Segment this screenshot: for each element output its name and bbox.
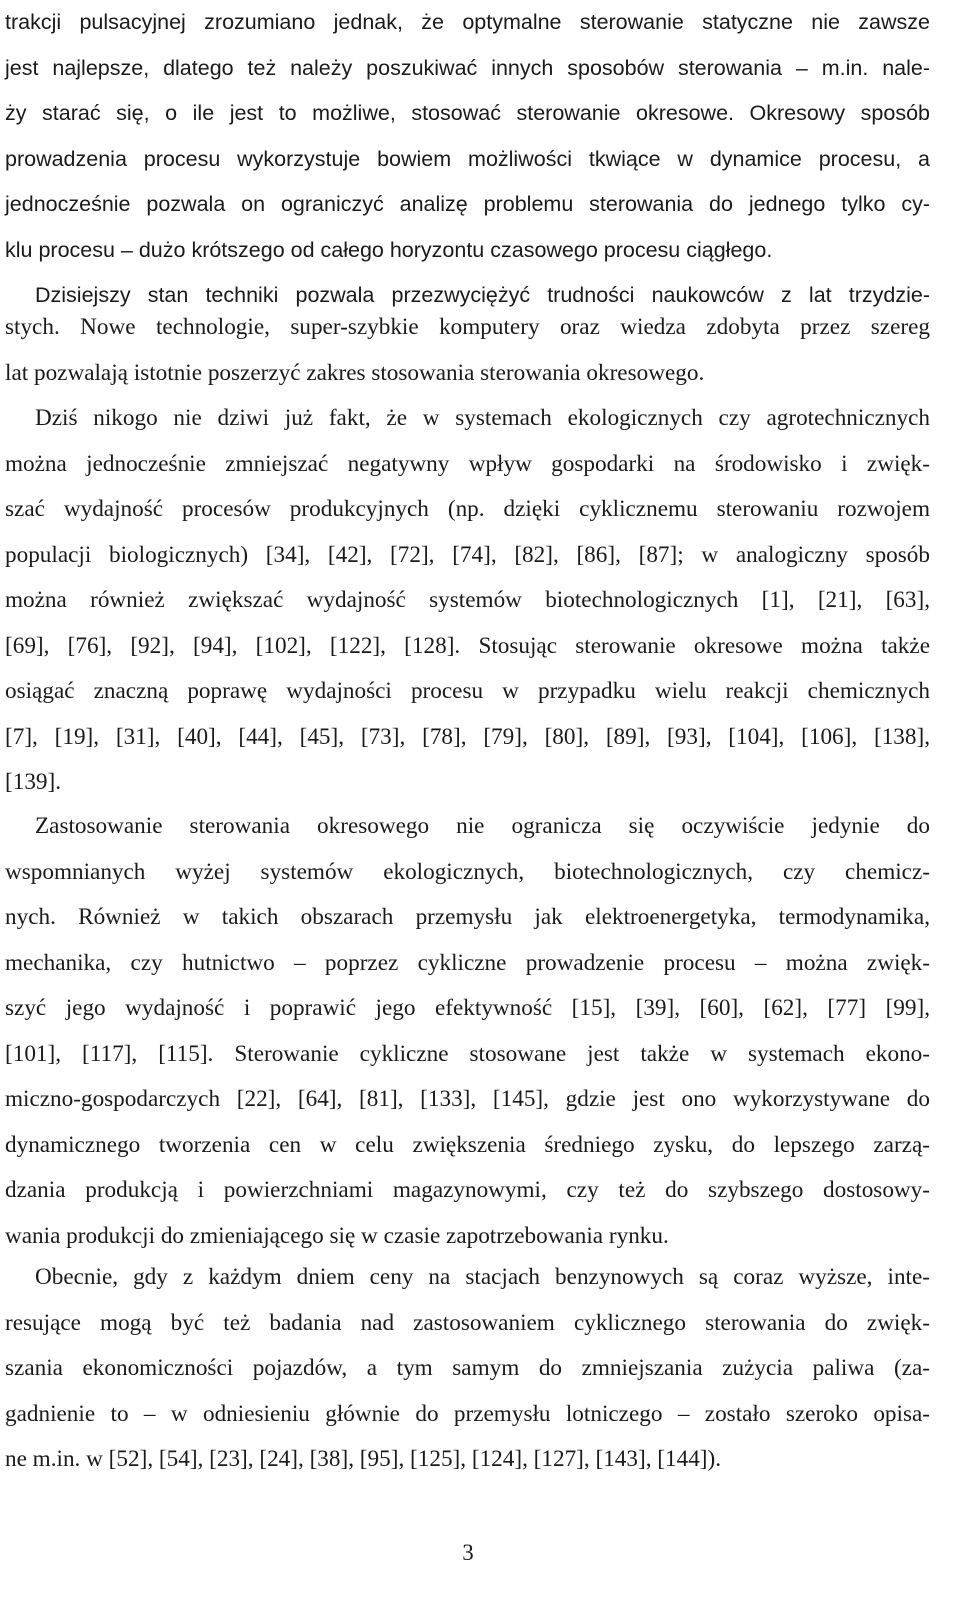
text-line: resujące mogą być też badania nad zastosowaniem cyklicznego sterowania do zwięk- bbox=[5, 1309, 930, 1336]
text-line: można również zwiększać wydajność systemów biotechnologicznych [1], [21], [63], bbox=[5, 587, 930, 613]
paragraph-1 bbox=[5, 0, 930, 319]
text-line: [7], [19], [31], [40], [44], [45], [73], [78], [79], [80], [89], [93], [104], [106], [138], bbox=[5, 723, 930, 750]
text-line: dzania produkcją i powierzchniami magazynowymi, czy też do szybszego dostosowy- bbox=[5, 1177, 930, 1203]
text-line: dynamicznego tworzenia cen w celu zwiększenia średniego zysku, do lepszego zarzą- bbox=[5, 1131, 930, 1158]
text-line: populacji biologicznych) [34], [42], [72], [74], [82], [86], [87]; w analogiczny sposób bbox=[5, 541, 930, 568]
text-line: szyć jego wydajność i poprawić jego efektywność [15], [39], [60], [62], [77] [99], bbox=[5, 995, 930, 1021]
text-line: Zastosowanie sterowania okresowego nie ogranicza się oczywiście jedynie do bbox=[35, 813, 930, 839]
text-line: jednocześnie pozwala on ograniczyć analizę problemu sterowania do jednego tylko cy- bbox=[5, 192, 930, 216]
text-line: stych. Nowe technologie, super-szybkie komputery oraz wiedza zdobyta przez szereg bbox=[5, 314, 930, 340]
paragraph-2 bbox=[5, 305, 930, 806]
page-number: 3 bbox=[462, 1540, 474, 1565]
text-line: nych. Również w takich obszarach przemysłu jak elektroenergetyka, termodynamika, bbox=[5, 904, 930, 930]
paragraph-3 bbox=[5, 804, 930, 1259]
text-line: osiągać znaczną poprawę wydajności procesu w przypadku wielu reakcji chemicznych bbox=[5, 678, 930, 704]
text-line: [139]. bbox=[5, 769, 62, 795]
text-line: Obecnie, gdy z każdym dniem ceny na stacjach benzynowych są coraz wyższe, inte- bbox=[35, 1264, 930, 1290]
paragraph-4 bbox=[5, 1255, 930, 1483]
text-line: gadnienie to – w odniesieniu głównie do przemysłu lotniczego – zostało szeroko opisa- bbox=[5, 1400, 930, 1427]
text-line: wania produkcji do zmieniającego się w czasie zapotrzebowania rynku. bbox=[5, 1222, 669, 1249]
text-line: [101], [117], [115]. Sterowanie cykliczne stosowane jest także w systemach ekono- bbox=[5, 1040, 930, 1067]
text-line: lat pozwalają istotnie poszerzyć zakres stosowania sterowania okresowego. bbox=[5, 359, 705, 386]
text-line: ży starać się, o ile jest to możliwe, stosować sterowanie okresowe. Okresowy sposób bbox=[5, 101, 930, 125]
text-line: prowadzenia procesu wykorzystuje bowiem możliwości tkwiące w dynamice procesu, a bbox=[5, 146, 930, 171]
text-line: ne m.in. w [52], [54], [23], [24], [38], [95], [125], [124], [127], [143], [144]). bbox=[5, 1446, 722, 1472]
text-line: szania ekonomiczności pojazdów, a tym samym do zmniejszania zużycia paliwa (za- bbox=[5, 1355, 930, 1381]
text-line: szać wydajność procesów produkcyjnych (np. dzięki cyklicznemu sterowaniu rozwojem bbox=[5, 496, 930, 522]
text-line: jest najlepsze, dlatego też należy poszukiwać innych sposobów sterowania – m.in. nale- bbox=[5, 55, 930, 80]
text-line: Dziś nikogo nie dziwi już fakt, że w systemach ekologicznych czy agrotechnicznych bbox=[35, 405, 930, 431]
text-line: [69], [76], [92], [94], [102], [122], [128]. Stosując sterowanie okresowe można także bbox=[5, 632, 930, 659]
text-line: trakcji pulsacyjnej zrozumiano jednak, że optymalne sterowanie statyczne nie zawsze bbox=[5, 10, 930, 34]
text-line: wspomnianych wyżej systemów ekologicznych, biotechnologicznych, czy chemicz- bbox=[5, 858, 930, 885]
text-line: mechanika, czy hutnictwo – poprzez cykliczne prowadzenie procesu – można zwięk- bbox=[5, 949, 930, 976]
text-line: klu procesu – dużo krótszego od całego horyzontu czasowego procesu ciągłego. bbox=[5, 237, 773, 262]
text-line: można jednocześnie zmniejszać negatywny wpływ gospodarki na środowisko i zwięk- bbox=[5, 450, 930, 477]
text-line: miczno-gospodarczych [22], [64], [81], [133], [145], gdzie jest ono wykorzystywane do bbox=[5, 1086, 930, 1112]
text-line: Dzisiejszy stan techniki pozwala przezwyciężyć trudności naukowców z lat trzydzie- bbox=[35, 283, 930, 307]
